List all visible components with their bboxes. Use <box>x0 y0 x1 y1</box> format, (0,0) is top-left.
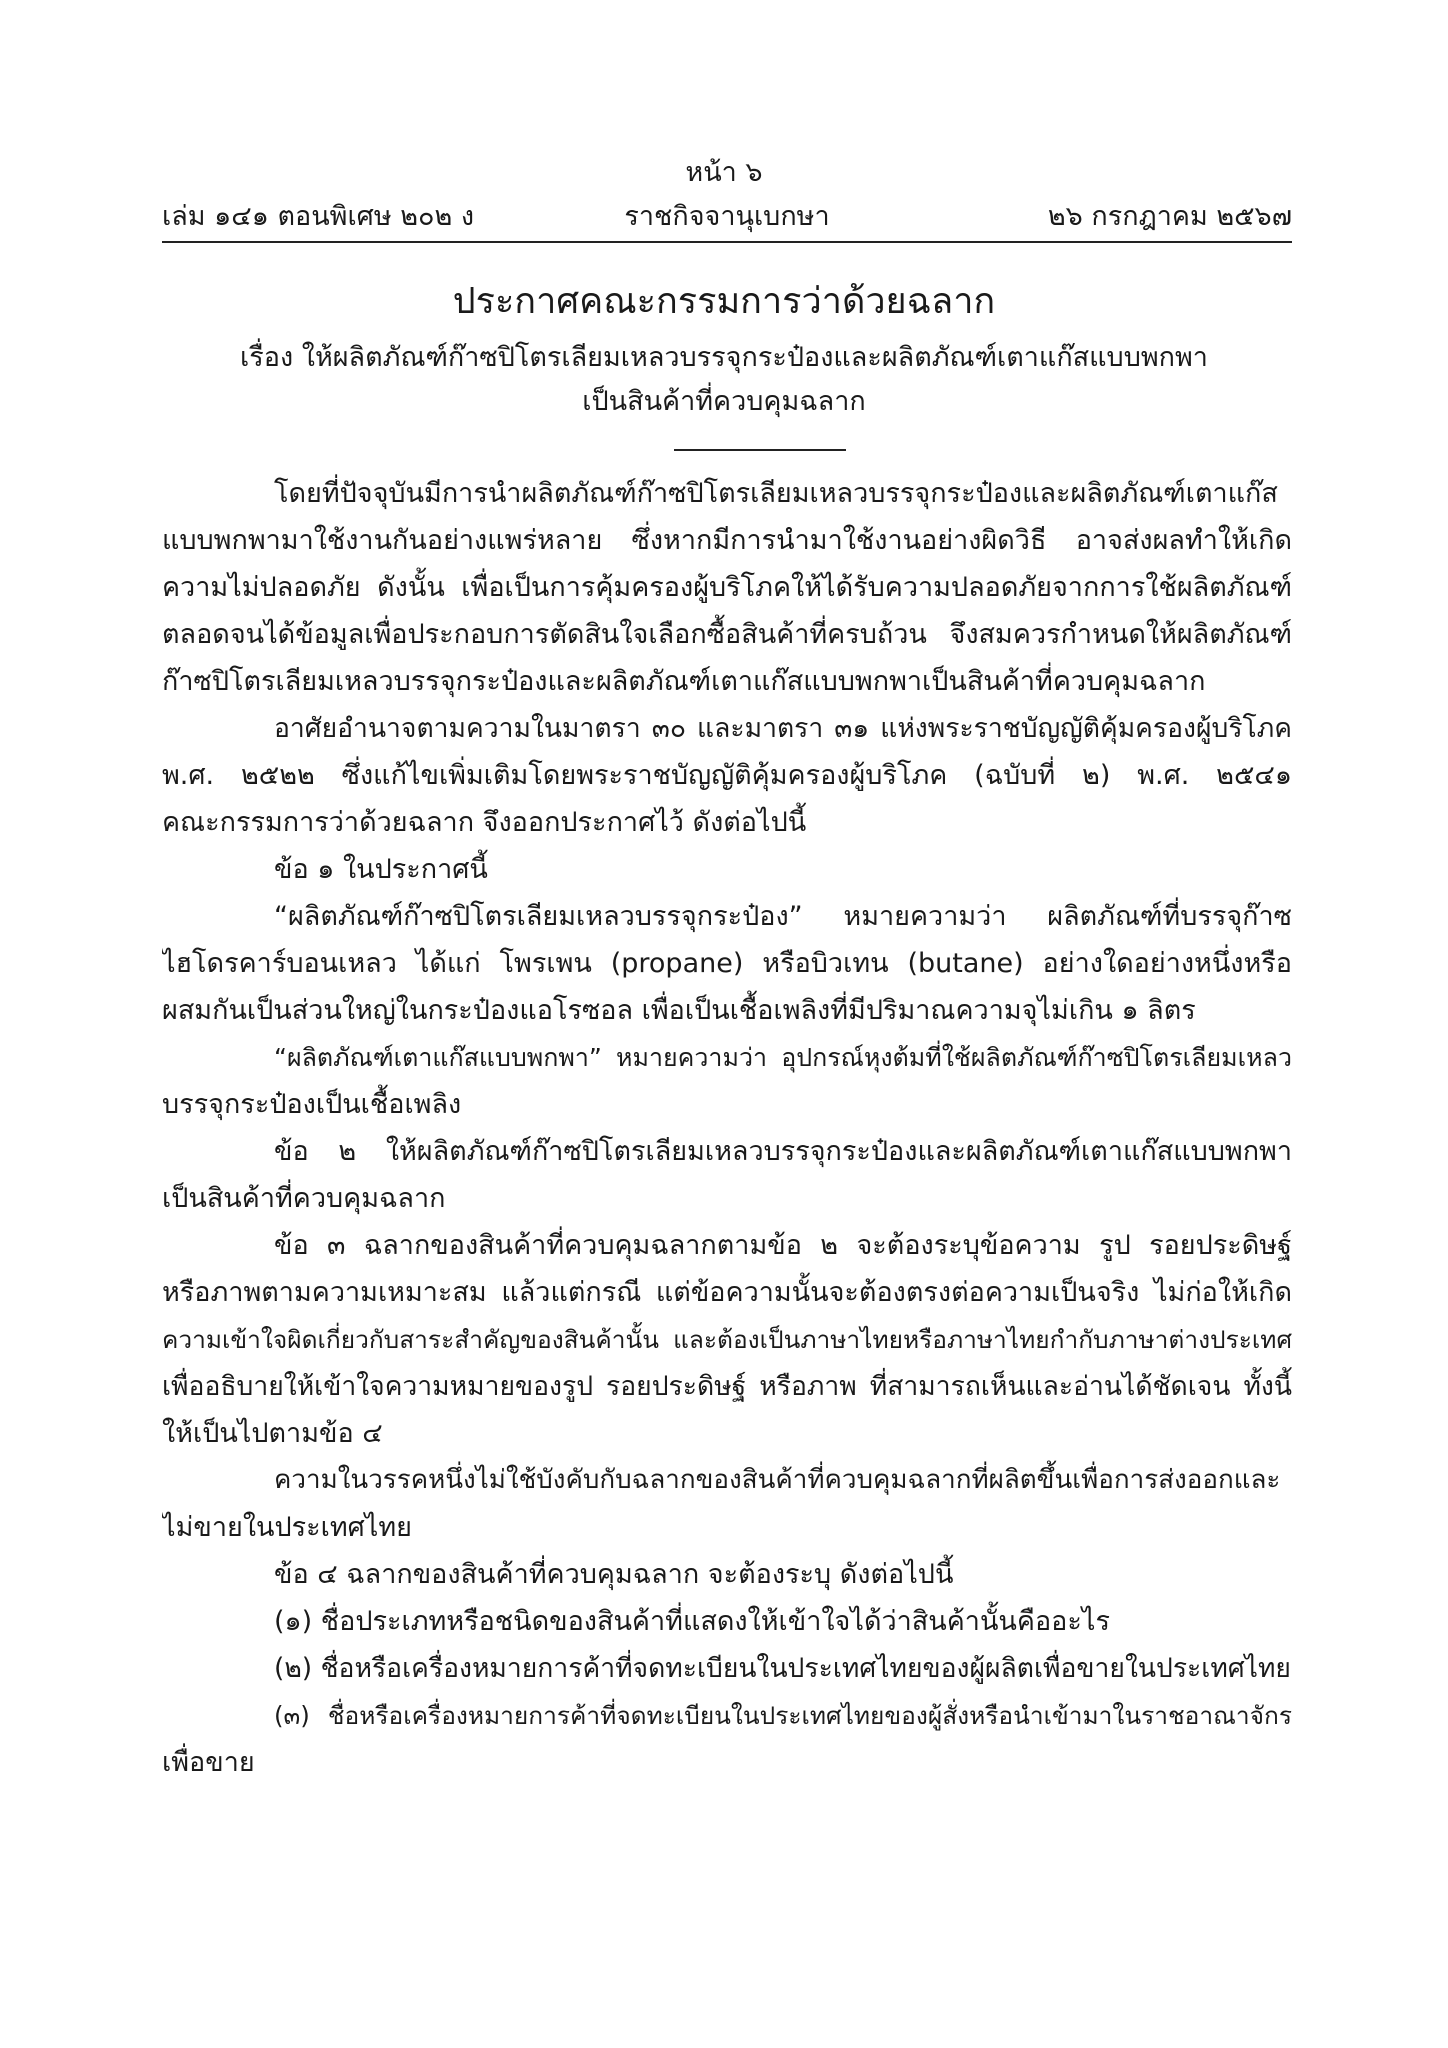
clause-heading: ข้อ ๔ ฉลากของสินค้าที่ควบคุมฉลาก จะต้องระบุ ดังต่อไปนี้ <box>274 1559 954 1590</box>
announcement-title: ประกาศคณะกรรมการว่าด้วยฉลาก <box>452 281 996 322</box>
body-line: ก๊าซปิโตรเลียมเหลวบรรจุกระป๋องและผลิตภัณฑ์เตาแก๊สแบบพกพาเป็นสินค้าที่ควบคุมฉลาก <box>162 666 1206 697</box>
body-line: อาศัยอำนาจตามความในมาตรา ๓๐ และมาตรา ๓๑ แห่งพระราชบัญญัติคุ้มครองผู้บริโภค <box>274 713 1292 744</box>
gazette-name: ราชกิจจานุเบกษา <box>624 201 830 232</box>
page-number: หน้า ๖ <box>685 157 763 188</box>
body-line: เป็นสินค้าที่ควบคุมฉลาก <box>162 1183 446 1214</box>
body-line: เพื่อขาย <box>162 1747 255 1778</box>
body-line: คณะกรรมการว่าด้วยฉลาก จึงออกประกาศไว้ ดังต่อไปนี้ <box>162 807 807 838</box>
body-line: “ผลิตภัณฑ์ก๊าซปิโตรเลียมเหลวบรรจุกระป๋อง” หมายความว่า ผลิตภัณฑ์ที่บรรจุก๊าซ <box>274 901 1292 932</box>
body-line: ไฮโดรคาร์บอนเหลว ได้แก่ โพรเพน (propane) หรือบิวเทน (butane) อย่างใดอย่างหนึ่งหรือ <box>162 948 1292 979</box>
title-divider <box>674 449 846 451</box>
body-line: โดยที่ปัจจุบันมีการนำผลิตภัณฑ์ก๊าซปิโตรเลียมเหลวบรรจุกระป๋องและผลิตภัณฑ์เตาแก๊ส <box>274 478 1278 509</box>
announcement-subject: เรื่อง ให้ผลิตภัณฑ์ก๊าซปิโตรเลียมเหลวบรรจุกระป๋องและผลิตภัณฑ์เตาแก๊สแบบพกพา <box>240 342 1208 373</box>
body-line: ความในวรรคหนึ่งไม่ใช้บังคับกับฉลากของสินค้าที่ควบคุมฉลากที่ผลิตขึ้นเพื่อการส่งออกและ <box>274 1465 1281 1495</box>
body-line: แบบพกพามาใช้งานกันอย่างแพร่หลาย ซึ่งหากมีการนำมาใช้งานอย่างผิดวิธี อาจส่งผลทำให้เกิด <box>162 525 1292 556</box>
body-line: พ.ศ. ๒๕๒๒ ซึ่งแก้ไขเพิ่มเติมโดยพระราชบัญญัติคุ้มครองผู้บริโภค (ฉบับที่ ๒) พ.ศ. ๒๕๔๑ <box>162 760 1292 791</box>
clause-heading: ข้อ ๓ ฉลากของสินค้าที่ควบคุมฉลากตามข้อ ๒ จะต้องระบุข้อความ รูป รอยประดิษฐ์ <box>274 1230 1292 1261</box>
announcement-subject-continued: เป็นสินค้าที่ควบคุมฉลาก <box>582 386 866 417</box>
body-line: ไม่ขายในประเทศไทย <box>162 1512 412 1543</box>
clause-heading: ข้อ ๑ ในประกาศนี้ <box>274 854 488 885</box>
gazette-header <box>162 197 1292 237</box>
body-line: “ผลิตภัณฑ์เตาแก๊สแบบพกพา” หมายความว่า อุปกรณ์หุงต้มที่ใช้ผลิตภัณฑ์ก๊าซปิโตรเลียมเหลว <box>274 1043 1292 1072</box>
body-line: ตลอดจนได้ข้อมูลเพื่อประกอบการตัดสินใจเลือกซื้อสินค้าที่ครบถ้วน จึงสมควรกำหนดให้ผลิตภัณฑ์ <box>162 619 1292 650</box>
body-line: เพื่ออธิบายให้เข้าใจความหมายของรูป รอยประดิษฐ์ หรือภาพ ที่สามารถเห็นและอ่านได้ชัดเจน ทั้งนี้ <box>162 1371 1292 1402</box>
body-line: หรือภาพตามความเหมาะสม แล้วแต่กรณี แต่ข้อความนั้นจะต้องตรงต่อความเป็นจริง ไม่ก่อให้เกิด <box>162 1277 1292 1308</box>
body-line: ผสมกันเป็นส่วนใหญ่ในกระป๋องแอโรซอล เพื่อเป็นเชื้อเพลิงที่มีปริมาณความจุไม่เกิน ๑ ลิตร <box>162 995 1196 1026</box>
header-divider <box>162 241 1292 243</box>
body-line: ความไม่ปลอดภัย ดังนั้น เพื่อเป็นการคุ้มครองผู้บริโภคให้ได้รับความปลอดภัยจากการใช้ผลิตภัณฑ์ <box>162 572 1292 603</box>
list-item: (๑) ชื่อประเภทหรือชนิดของสินค้าที่แสดงให้เข้าใจได้ว่าสินค้านั้นคืออะไร <box>274 1606 1110 1637</box>
body-line: ความเข้าใจผิดเกี่ยวกับสาระสำคัญของสินค้านั้น และต้องเป็นภาษาไทยหรือภาษาไทยกำกับภาษาต่างประเทศ <box>162 1325 1292 1354</box>
clause-heading: ข้อ ๒ ให้ผลิตภัณฑ์ก๊าซปิโตรเลียมเหลวบรรจุกระป๋องและผลิตภัณฑ์เตาแก๊สแบบพกพา <box>274 1136 1292 1167</box>
publication-date: ๒๖ กรกฎาคม ๒๕๖๗ <box>1047 201 1292 232</box>
list-item: (๒) ชื่อหรือเครื่องหมายการค้าที่จดทะเบียนในประเทศไทยของผู้ผลิตเพื่อขายในประเทศไทย <box>274 1653 1291 1684</box>
volume-issue: เล่ม ๑๔๑ ตอนพิเศษ ๒๐๒ ง <box>162 201 475 232</box>
body-line: บรรจุกระป๋องเป็นเชื้อเพลิง <box>162 1089 462 1120</box>
body-line: ให้เป็นไปตามข้อ ๔ <box>162 1418 383 1449</box>
announcement-body <box>162 470 1292 1786</box>
list-item: (๓) ชื่อหรือเครื่องหมายการค้าที่จดทะเบียนในประเทศไทยของผู้สั่งหรือนำเข้ามาในราชอาณาจักร <box>274 1701 1292 1730</box>
